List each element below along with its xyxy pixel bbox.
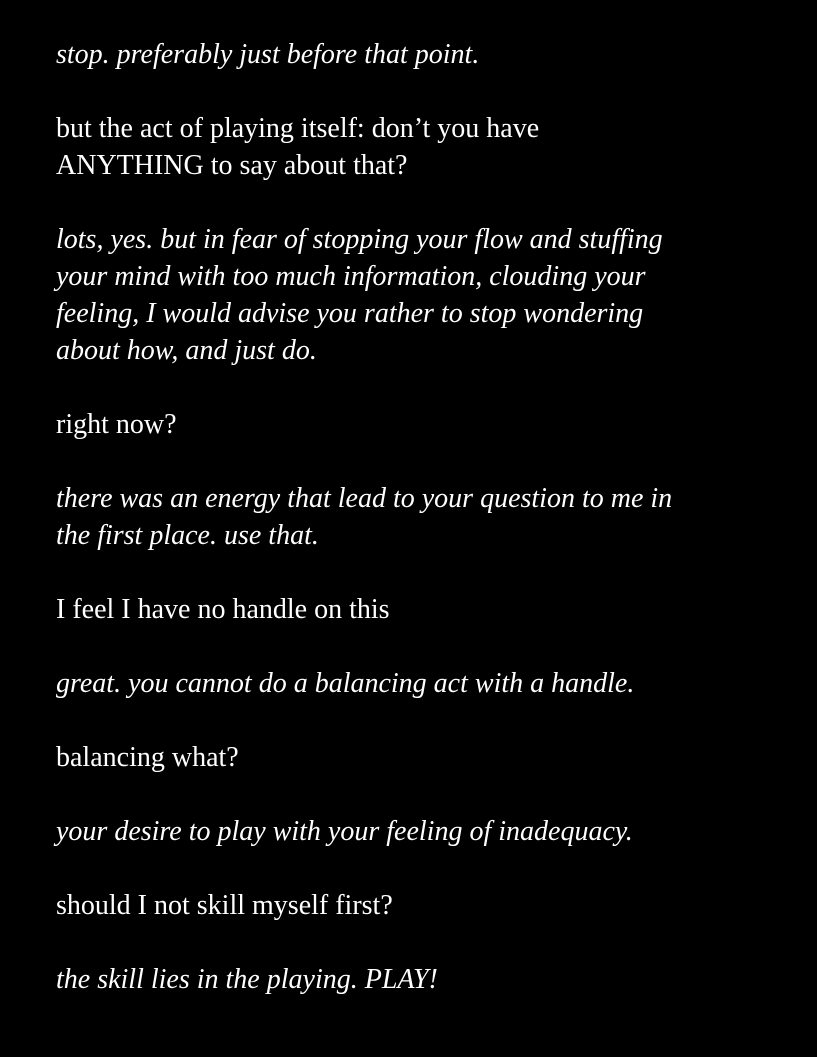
paragraph-question: but the act of playing itself: don’t you have ANYTHING to say about that? (56, 113, 540, 181)
paragraph-answer: great. you cannot do a balancing act with a handle. (56, 668, 635, 699)
paragraph-answer: there was an energy that lead to your question to me in the first place. use that. (56, 483, 673, 551)
paragraph-question: I feel I have no handle on this (56, 594, 390, 625)
paragraph-question: should I not skill myself first? (56, 890, 393, 921)
document-page (56, 36, 786, 998)
paragraph-question: balancing what? (56, 742, 239, 773)
paragraph-answer: your desire to play with your feeling of inadequacy. (56, 816, 633, 847)
paragraph-question: right now? (56, 409, 177, 440)
paragraph-answer: lots, yes. but in fear of stopping your flow and stuffing your mind with too much information, clouding your feeling, I would advise you rather to stop wondering about how, and just do. (56, 224, 663, 366)
paragraph-answer: stop. preferably just before that point. (56, 39, 480, 70)
paragraph-answer: the skill lies in the playing. PLAY! (56, 964, 438, 995)
